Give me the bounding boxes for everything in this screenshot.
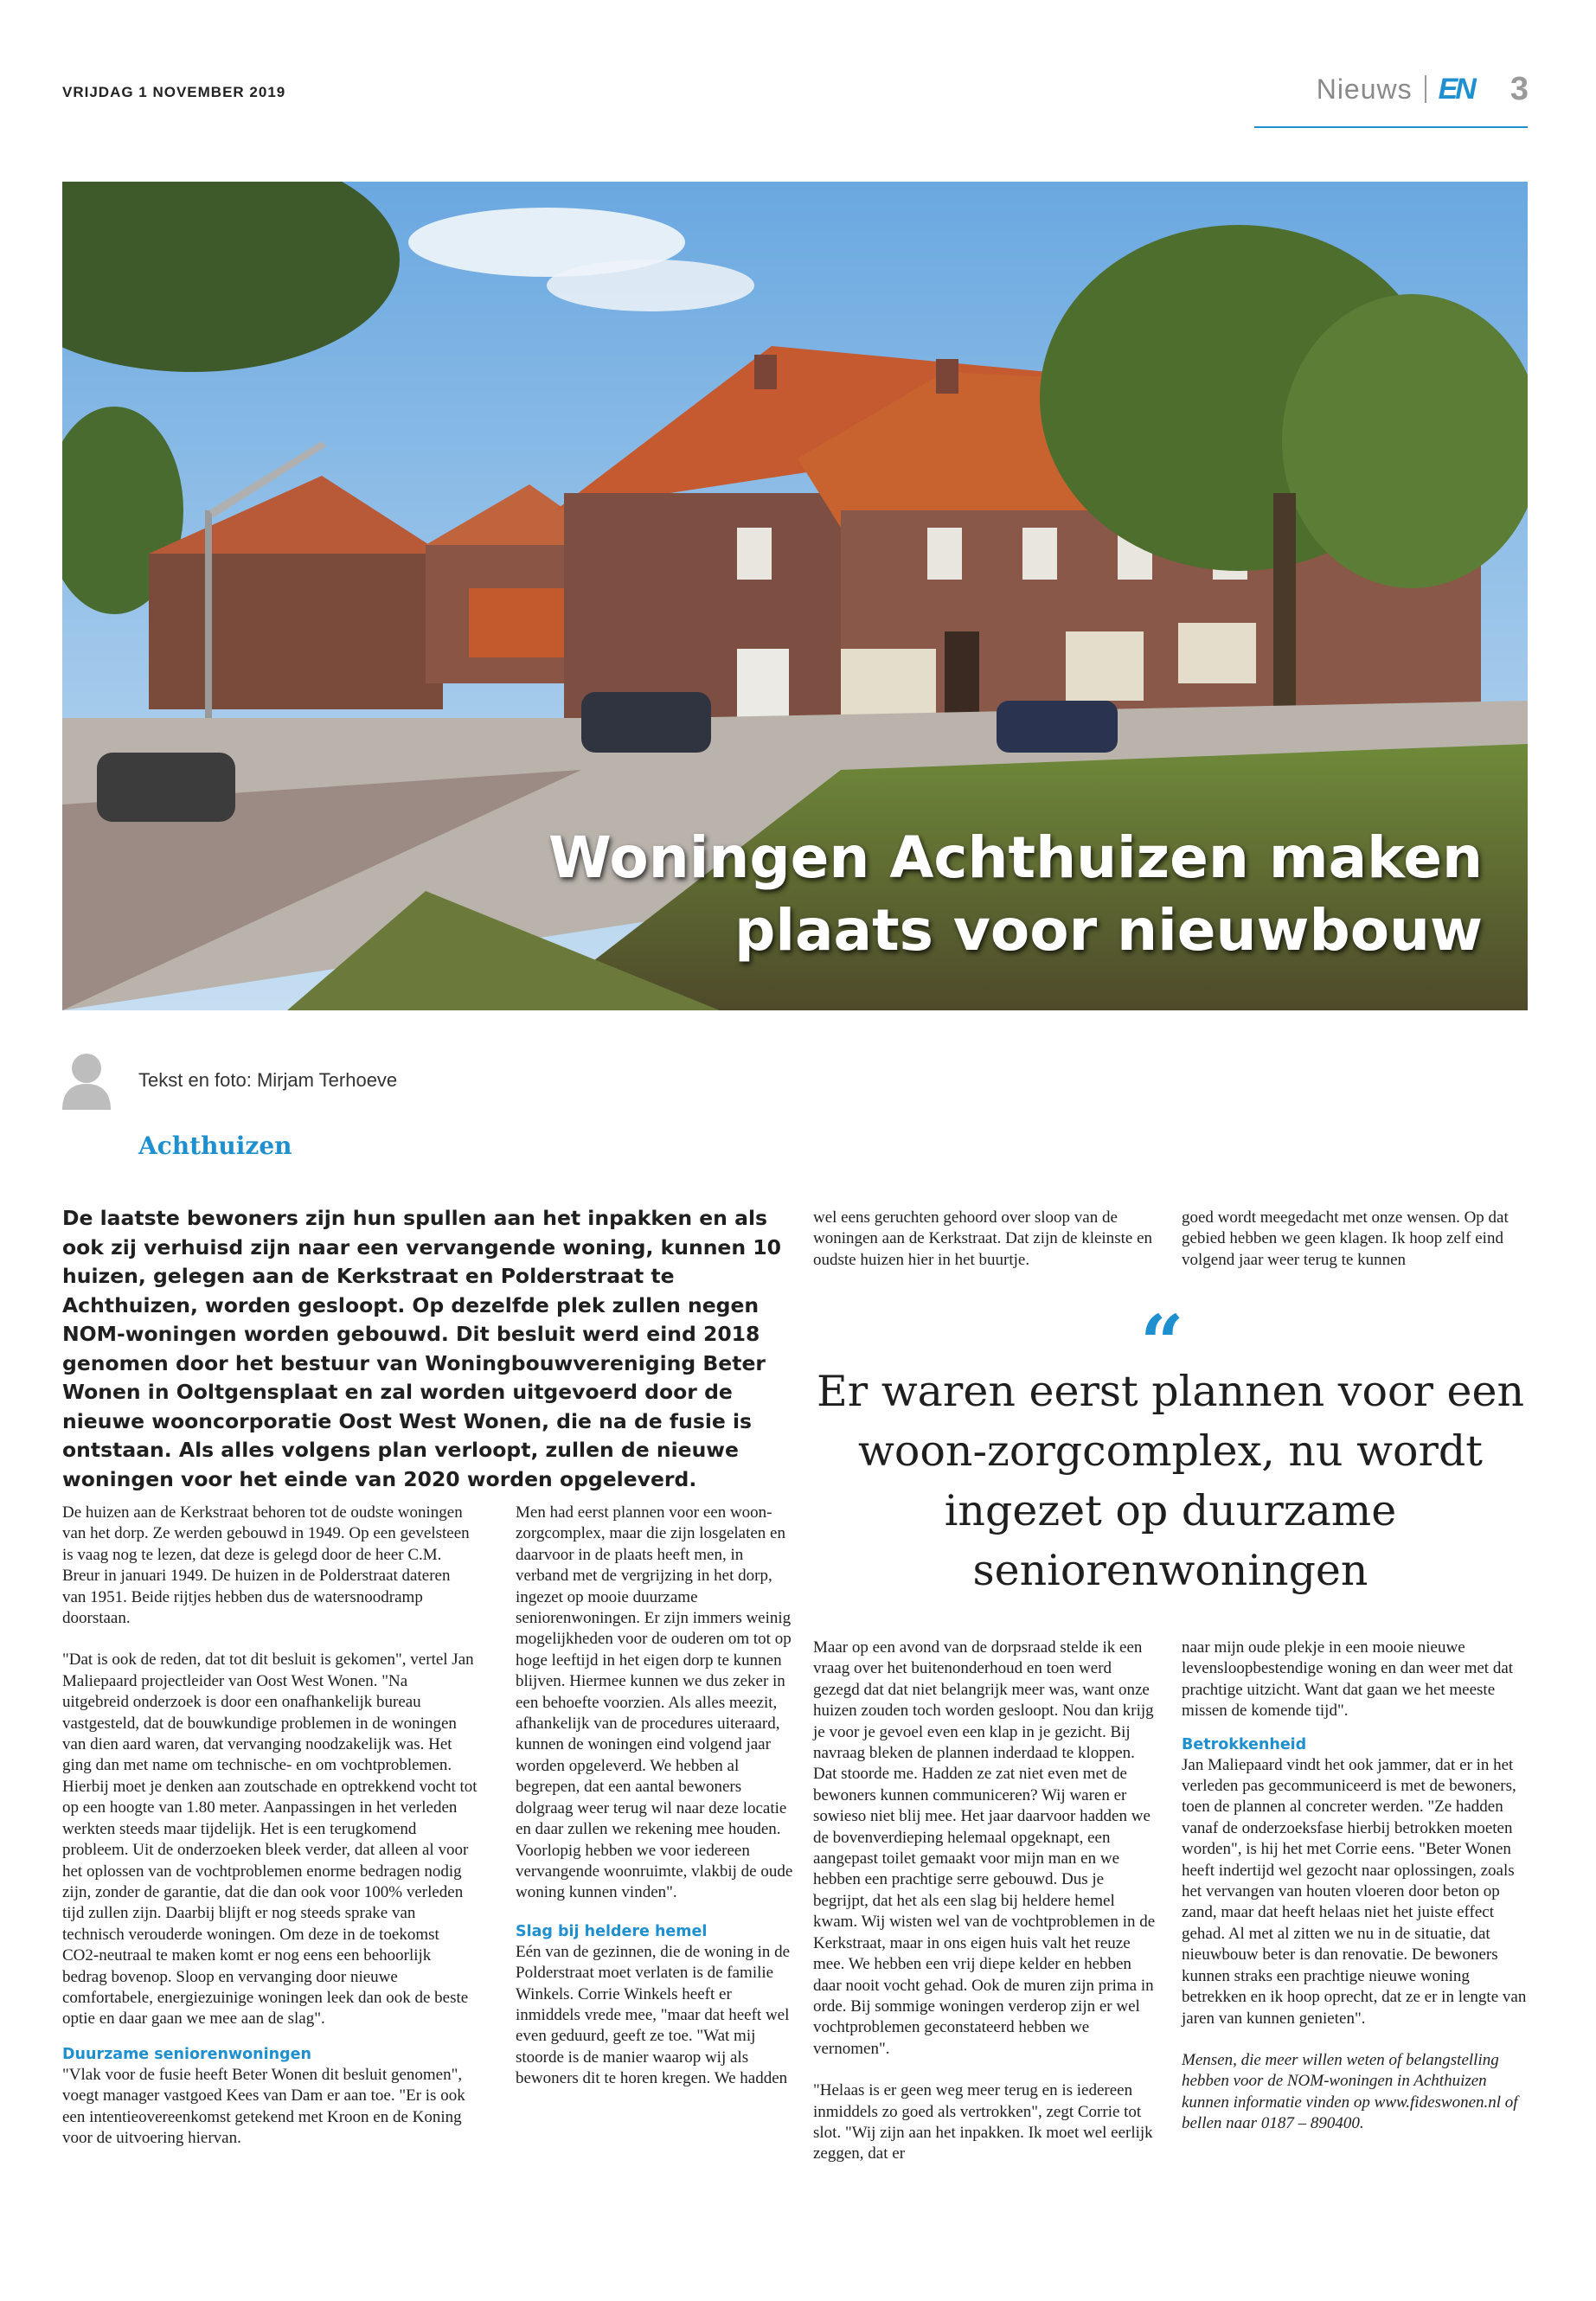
col2-paragraph-1: Men had eerst plannen voor een woon-zorgcomplex, maar die zijn losgelaten en daarvoor in de plaats heeft men, in verband met de vergrijzing in het dorp, ingezet op mooie duurzame seniorenwoningen. Er zijn immers weinig mogelijkheden voor de ouderen om tot op hoge leeftijd in het eigen dorp te kunnen blijven. Hiermee kunnen we dus zeker in een behoefte voorzien. Als alles meezit, afhankelijk van de procedures uiteraard, kunnen de woningen eind volgend jaar worden opgeleverd. We hebben al begrepen, dat een aantal bewoners dolgraag weer terug wil naar deze locatie en daar zullen we rekening mee houden. Voorlopig hebben we voor iedereen vervangende woonruimte, vlakbij de oude woning kunnen vinden". bbox=[516, 1503, 793, 1902]
page-number: 3 bbox=[1509, 70, 1529, 107]
section-label: Nieuws bbox=[1316, 73, 1413, 105]
pull-quote: Er waren eerst plannen voor een woon-zorgcomplex, nu wordt ingezet op duurzame seniorenwoningen bbox=[816, 1367, 1525, 1595]
col1-paragraph-1: De huizen aan de Kerkstraat behoren tot de oudste woningen van het dorp. Ze werden gebouwd in 1949. Op een gevelsteen is vaag nog te lezen, dat deze is gelegd door de heer C.M. Breur in januari 1949. De huizen in de Polderstraat dateren van 1951. Beide rijtjes hebben dus de watersnoodramp doorstaan. bbox=[62, 1503, 470, 1628]
en-logo: EN bbox=[1438, 72, 1474, 106]
header-rule bbox=[1254, 126, 1528, 128]
column-3-top bbox=[813, 1208, 1161, 1271]
author-avatar-icon bbox=[62, 1051, 111, 1110]
byline: Tekst en foto: Mirjam Terhoeve bbox=[138, 1069, 398, 1091]
col4-paragraph-1: naar mijn oude plekje in een mooie nieuwe levensloopbestendige woning en dan weer met dat prachtige uitzicht. Want dat gaan we het meeste missen de komende tijd". bbox=[1182, 1638, 1514, 1721]
col3-paragraph-1: Maar op een avond van de dorpsraad stelde ik een vraag over het buitenonderhoud en toen werd gezegd dat dat niet belangrijk meer was, want onze huizen zouden toch worden gesloopt. Nou dan krijg je voor je gevoel even een klap in je gezicht. Bij navraag bleken de plannen inderdaad te kloppen. Dat stoorde me. Hadden ze zat niet even met de bewoners kunnen communiceren? Wij waren er sowieso niet blij mee. Het jaar daarvoor hadden we de bovenverdieping helemaal opgeknapt, een aangepast toilet gemaakt voor mijn man en we hebben een prachtige serre gebouwd. Dus je begrijpt, dat het als een slag bij heldere hemel kwam. Wij wisten wel van de vochtproblemen in de Kerkstraat, maar in ons eigen huis valt het reuze mee. We hebben een vrij diepe kelder en hebben daar nooit vocht gehad. Ook de muren zijn prima in orde. Bij sommige woningen verderop zijn er wel vochtproblemen geconstateerd hebben we vernomen". bbox=[813, 1638, 1156, 2058]
subhead-slag: Slag bij heldere hemel bbox=[516, 1922, 708, 1940]
col3-paragraph-2: "Helaas is er geen weg meer terug en is iedereen inmiddels zo goed als vertrokken", zegt Corrie tot slot. "Wij zijn aan het inpakken. Ik moet wel eerlijk zeggen, dat er bbox=[813, 2081, 1153, 2163]
header-divider bbox=[1425, 75, 1426, 103]
location-label: Achthuizen bbox=[138, 1131, 292, 1160]
column-3 bbox=[813, 1638, 1161, 2165]
article-photo bbox=[62, 182, 1528, 1010]
headline bbox=[548, 822, 1483, 967]
header-date: VRIJDAG 1 NOVEMBER 2019 bbox=[62, 84, 286, 100]
column-1 bbox=[62, 1503, 478, 2149]
col1-paragraph-3: "Vlak voor de fusie heeft Beter Wonen dit besluit genomen", voegt manager vastgoed Kees van Dam er aan toe. "Er is ook een intentieovereenkomst getekend met Kroon en de Koning voor de uitvoering hiervan. bbox=[62, 2065, 465, 2147]
info-note: Mensen, die meer willen weten of belangstelling hebben voor de NOM-woningen in Achthuizen kunnen informatie vinden op www.fideswonen.nl of bellen naar 0187 – 890400. bbox=[1182, 2050, 1518, 2133]
column-2 bbox=[516, 1503, 798, 2090]
col4-paragraph-2: Jan Maliepaard vindt het ook jammer, dat er in het verleden pas gecommuniceerd is met de bewoners, toen de plannen al concreter werden. "Ze hadden vanaf de onderzoeksfase hierbij betrokken moeten worden", is hij het met Corrie eens. "Beter Wonen heeft indertijd wel gezocht naar oplossingen, zoals het vervangen van houten vloeren door beton op zand, maar dat heeft helaas niet het juiste effect gehad. Al met al zitten we nu in de situatie, dat nieuwbouw beter is dan renovatie. De bewoners kunnen straks een prachtige nieuwe woning betrekken en ik hoop oprecht, dat ze er in lengte van jaren van kunnen genieten". bbox=[1182, 1755, 1527, 2028]
column-4-top bbox=[1182, 1208, 1529, 1271]
subhead-betrokkenheid: Betrokkenheid bbox=[1182, 1735, 1307, 1753]
col4-top-paragraph: goed wordt meegedacht met onze wensen. Op dat gebied hebben we geen klagen. Ik hoop zelf eind volgend jaar weer terug te kunnen bbox=[1182, 1208, 1509, 1269]
header-masthead bbox=[1317, 67, 1529, 111]
col3-top-paragraph: wel eens geruchten gehoord over sloop van de woningen aan de Kerkstraat. Dat zijn de kleinste en oudste huizen hier in het buurtje. bbox=[813, 1208, 1152, 1269]
intro-paragraph: De laatste bewoners zijn hun spullen aan het inpakken en als ook zij verhuisd zijn naar een vervangende woning, kunnen 10 huizen, gelegen aan de Kerkstraat en Polderstraat te Achthuizen, worden gesloopt. Op dezelfde plek zullen negen NOM-woningen worden gebouwd. Dit besluit werd eind 2018 genomen door het bestuur van Woningbouwvereniging Beter Wonen in Ooltgensplaat en zal worden uitgevoerd door de nieuwe wooncorporatie Oost West Wonen, die na de fusie is ontstaan. Als alles volgens plan verloopt, zullen de nieuwe woningen voor het einde van 2020 worden opgeleverd. bbox=[62, 1206, 781, 1491]
col1-paragraph-2: "Dat is ook de reden, dat tot dit besluit is gekomen", vertel Jan Maliepaard projectleider van Oost West Wonen. "Na uitgebreid onderzoek is door een onafhankelijk bureau vastgesteld, dat de bouwkundige problemen in de woningen van dien aard waren, dat vervanging noodzakelijk was. Het ging dan met name om technische- en om vochtproblemen. Hierbij moet je denken aan zoutschade en optrekkend vocht tot op een hoogte van 1.80 meter. Aanpassingen in het verleden werkten steeds maar tijdelijk. Het is een terugkomend probleem. Uit de onderzoeken bleek verder, dat alleen al voor het oplossen van de vochtproblemen enorme bedragen nodig zijn, zonder de garantie, dat die dan ook voor 100% verleden tijd zullen zijn. Daarbij blijft er nog steeds sprake van technisch verouderde woningen. Om deze in de toekomst CO2-neutraal te maken komt er nog eens een behoorlijk bedrag bovenop. Sloop en vervanging door nieuwe comfortabele, energiezuinige woningen leek dan ook de beste optie en daar gaan we mee aan de slag". bbox=[62, 1650, 478, 2029]
column-4 bbox=[1182, 1638, 1529, 2135]
headline-line-2: plaats voor nieuwbouw bbox=[734, 897, 1483, 964]
col2-paragraph-2: Eén van de gezinnen, die de woning in de Polderstraat moet verlaten is de familie Winkels. Corrie Winkels heeft er inmiddels vrede mee, "maar dat heeft wel even geduurd, geeft ze toe. "Wat mij stoorde is de manier waarop wij als bewoners dit te horen kregen. We hadden bbox=[516, 1942, 791, 2088]
headline-line-1: Woningen Achthuizen maken bbox=[548, 824, 1483, 891]
quote-mark-icon: “ bbox=[1140, 1298, 1184, 1388]
subhead-duurzame: Duurzame seniorenwoningen bbox=[62, 2045, 311, 2063]
